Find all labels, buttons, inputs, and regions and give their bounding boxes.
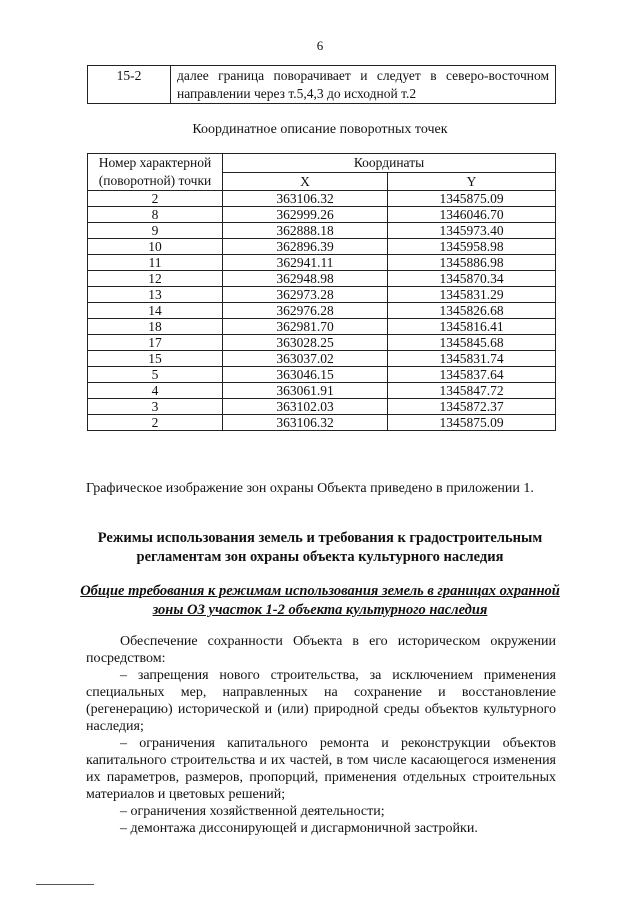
paragraph: – ограничения капитального ремонта и реконструкции объектов капитального строительства и их частей, в том числе касающегося изменения их параметров, размеров, пропорций, применения отдельных строительных материалов и цветовых решений; xyxy=(86,736,556,802)
x-cell: 362888.18 xyxy=(223,223,388,239)
y-cell: 1345831.74 xyxy=(388,351,556,367)
header-point-number: Номер характерной (поворотной) точки xyxy=(88,154,223,191)
table-row xyxy=(88,303,556,319)
body-text xyxy=(86,633,556,837)
point-cell: 2 xyxy=(88,415,223,431)
point-cell: 9 xyxy=(88,223,223,239)
table-row xyxy=(88,319,556,335)
x-cell: 363028.25 xyxy=(223,335,388,351)
point-cell: 14 xyxy=(88,303,223,319)
x-cell: 362941.11 xyxy=(223,255,388,271)
x-cell: 362976.28 xyxy=(223,303,388,319)
footnote-divider xyxy=(36,884,94,885)
y-cell: 1345875.09 xyxy=(388,191,556,207)
page-number: 6 xyxy=(316,38,324,53)
x-cell: 362948.98 xyxy=(223,271,388,287)
x-cell: 363102.03 xyxy=(223,399,388,415)
table-row xyxy=(88,399,556,415)
y-cell: 1345847.72 xyxy=(388,383,556,399)
x-cell: 362981.70 xyxy=(223,319,388,335)
table-row xyxy=(88,239,556,255)
section-heading: Режимы использования земель и требования к градостроительным регламентам зон охраны объекта культурного наследия xyxy=(97,530,543,565)
point-cell: 12 xyxy=(88,271,223,287)
point-cell: 11 xyxy=(88,255,223,271)
point-cell: 2 xyxy=(88,191,223,207)
table-row xyxy=(88,271,556,287)
table-row xyxy=(88,255,556,271)
y-cell: 1345831.29 xyxy=(388,287,556,303)
point-cell: 4 xyxy=(88,383,223,399)
x-cell: 362999.26 xyxy=(223,207,388,223)
table-row xyxy=(88,335,556,351)
point-cell: 18 xyxy=(88,319,223,335)
point-cell: 3 xyxy=(88,399,223,415)
route-description-table xyxy=(87,65,556,104)
route-number-cell: 15-2 xyxy=(88,66,171,104)
x-cell: 363061.91 xyxy=(223,383,388,399)
table-row xyxy=(88,191,556,207)
coordinates-table xyxy=(87,153,556,431)
point-cell: 17 xyxy=(88,335,223,351)
paragraph: – демонтажа диссонирующей и дисгармоничной застройки. xyxy=(120,821,478,836)
y-cell: 1345886.98 xyxy=(388,255,556,271)
y-cell: 1345958.98 xyxy=(388,239,556,255)
paragraph: Обеспечение сохранности Объекта в его историческом окружении посредством: xyxy=(86,634,556,666)
header-coordinates: Координаты xyxy=(223,154,556,173)
y-cell: 1345826.68 xyxy=(388,303,556,319)
coordinates-body xyxy=(88,191,556,431)
table-row xyxy=(88,207,556,223)
point-cell: 10 xyxy=(88,239,223,255)
table-row xyxy=(88,351,556,367)
y-cell: 1345837.64 xyxy=(388,367,556,383)
table-row xyxy=(88,223,556,239)
table-row xyxy=(88,383,556,399)
point-cell: 8 xyxy=(88,207,223,223)
graphic-reference-text: Графическое изображение зон охраны Объекта приведено в приложении 1. xyxy=(86,481,534,496)
x-cell: 363106.32 xyxy=(223,191,388,207)
point-cell: 15 xyxy=(88,351,223,367)
y-cell: 1345973.40 xyxy=(388,223,556,239)
y-cell: 1345816.41 xyxy=(388,319,556,335)
y-cell: 1345872.37 xyxy=(388,399,556,415)
y-cell: 1346046.70 xyxy=(388,207,556,223)
y-cell: 1345845.68 xyxy=(388,335,556,351)
x-cell: 362973.28 xyxy=(223,287,388,303)
table-row xyxy=(88,367,556,383)
table-row xyxy=(88,287,556,303)
table-row xyxy=(88,415,556,431)
x-cell: 363037.02 xyxy=(223,351,388,367)
subsection-heading: Общие требования к режимам использования земель в границах охранной зоны ОЗ участок 1-2 объекта культурного наследия xyxy=(80,583,560,618)
x-cell: 363046.15 xyxy=(223,367,388,383)
paragraph: – ограничения хозяйственной деятельности; xyxy=(120,804,385,819)
point-cell: 13 xyxy=(88,287,223,303)
table-header-row xyxy=(88,154,556,173)
table-row xyxy=(88,66,556,104)
x-cell: 362896.39 xyxy=(223,239,388,255)
header-y: Y xyxy=(388,172,556,191)
y-cell: 1345870.34 xyxy=(388,271,556,287)
y-cell: 1345875.09 xyxy=(388,415,556,431)
x-cell: 363106.32 xyxy=(223,415,388,431)
point-cell: 5 xyxy=(88,367,223,383)
coordinates-caption: Координатное описание поворотных точек xyxy=(192,122,448,137)
paragraph: – запрещения нового строительства, за исключением применения специальных мер, направленных на сохранение и восстановление (регенерацию) исторической и (или) природной среды объектов культурного наследия; xyxy=(86,668,556,734)
route-text-cell: далее граница поворачивает и следует в северо-восточном направлении через т.5,4,3 до исходной т.2 xyxy=(171,66,556,104)
header-x: X xyxy=(223,172,388,191)
